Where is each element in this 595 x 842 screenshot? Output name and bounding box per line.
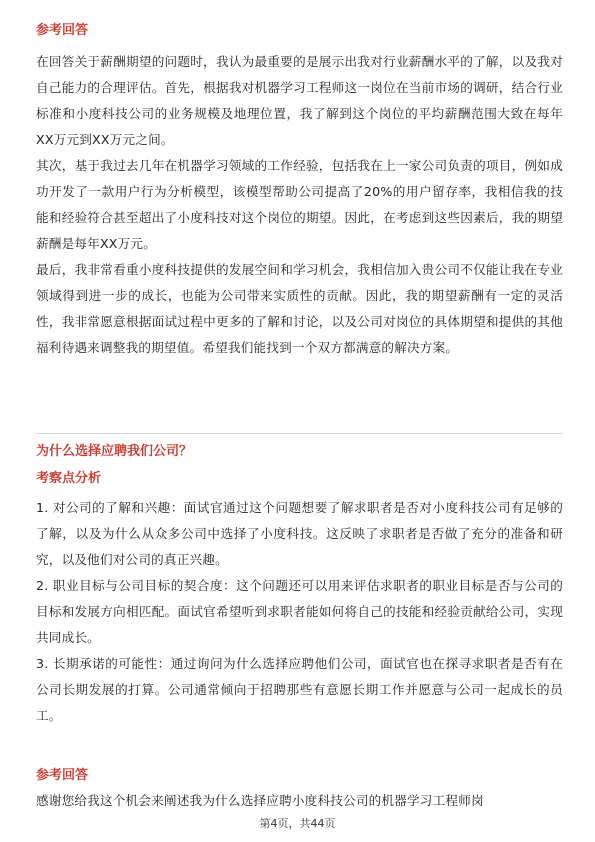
section-divider <box>36 433 563 434</box>
reference-answer-heading: 参考回答 <box>36 768 89 783</box>
question-heading: 为什么选择应聘我们公司？ <box>36 444 193 459</box>
reference-answer-body <box>36 49 563 361</box>
page-number: 第4页，共44页 <box>259 817 336 830</box>
reference-answer-heading: 参考回答 <box>36 23 89 38</box>
analysis-points <box>36 495 563 729</box>
answer-paragraph: 感谢您给我这个机会来阐述我为什么选择应聘小度科技公司的机器学习工程师岗 <box>36 793 484 808</box>
analysis-point: 3. 长期承诺的可能性：通过询问为什么选择应聘他们公司，面试官也在探寻求职者是否有在公司长期发展的打算。公司通常倾向于招聘那些有意愿长期工作并愿意与公司一起成长的员工。 <box>36 656 563 723</box>
answer-paragraph: 最后，我非常看重小度科技提供的发展空间和学习机会，我相信加入贵公司不仅能让我在专业领域得到进一步的成长，也能为公司带来实质性的贡献。因此，我的期望薪酬有一定的灵活性，我非常愿意根据面试过程中更多的了解和讨论，以及公司对岗位的具体期望和提供的其他福利待遇来调整我的期望值。希望我们能找到一个双方都满意的解决方案。 <box>36 262 563 355</box>
analysis-point: 2. 职业目标与公司目标的契合度：这个问题还可以用来评估求职者的职业目标是否与公司的目标和发展方向相匹配。面试官希望听到求职者能如何将自己的技能和经验贡献给公司，实现共同成长。 <box>36 578 563 645</box>
answer-paragraph: 在回答关于薪酬期望的问题时，我认为最重要的是展示出我对行业薪酬水平的了解，以及我对自己能力的合理评估。首先，根据我对机器学习工程师这一岗位在当前市场的调研，结合行业标准和小度科技公司的业务规模及地理位置，我了解到这个岗位的平均薪酬范围大致在每年XX万元到XX万元之间。 <box>36 54 563 147</box>
reference-answer-body <box>36 788 563 814</box>
analysis-point: 1. 对公司的了解和兴趣：面试官通过这个问题想要了解求职者是否对小度科技公司有足够的了解，以及为什么从众多公司中选择了小度科技。这反映了求职者是否做了充分的准备和研究，以及他们对公司的真正兴趣。 <box>36 500 563 567</box>
analysis-heading: 考察点分析 <box>36 471 102 486</box>
answer-paragraph: 其次，基于我过去几年在机器学习领域的工作经验，包括我在上一家公司负责的项目，例如成功开发了一款用户行为分析模型，该模型帮助公司提高了20%的用户留存率，我相信我的技能和经验符合甚至超出了小度科技对这个岗位的期望。因此，在考虑到这些因素后，我的期望薪酬是每年XX万元。 <box>36 158 563 251</box>
